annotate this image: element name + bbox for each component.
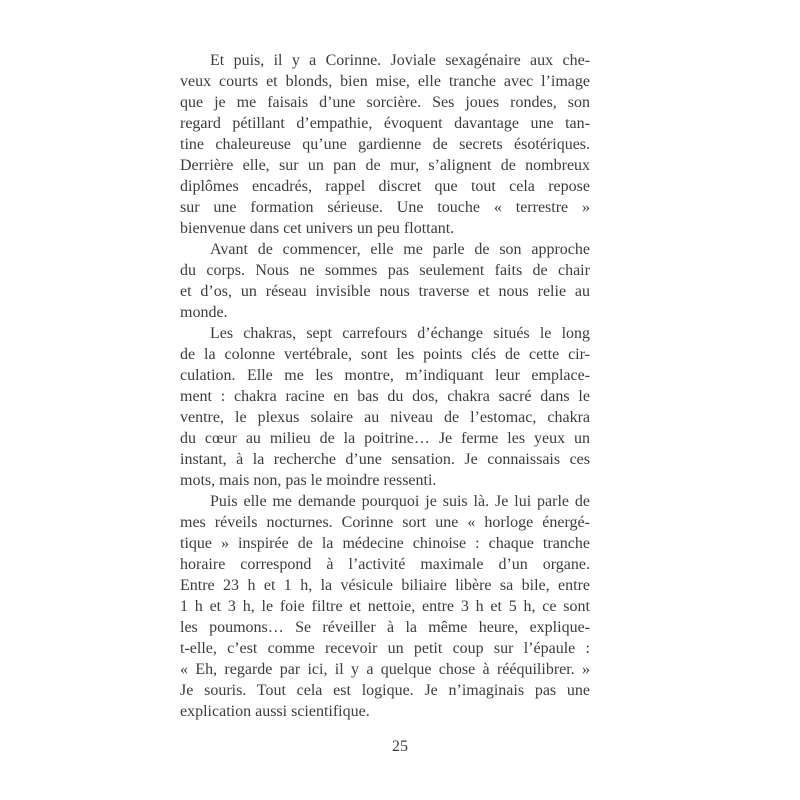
- text-line: 1 h et 3 h, le foie filtre et nettoie, entre 3 h et 5 h, ce sont: [180, 598, 590, 615]
- text-line: bienvenue dans cet univers un peu flottant.: [180, 220, 455, 237]
- body-text: [180, 50, 590, 722]
- text-line: ventre, le plexus solaire au niveau de l’estomac, chakra: [180, 409, 591, 426]
- text-line: Avant de commencer, elle me parle de son approche: [210, 241, 590, 258]
- text-line: Entre 23 h et 1 h, la vésicule biliaire libère sa bile, entre: [180, 577, 590, 594]
- text-line: tique » inspirée de la médecine chinoise : chaque tranche: [180, 535, 591, 552]
- text-line: tine chaleureuse qu’une gardienne de secrets ésotériques.: [180, 136, 591, 153]
- text-line: explication aussi scientifique.: [180, 703, 370, 720]
- text-line: Puis elle me demande pourquoi je suis là. Je lui parle de: [210, 493, 591, 510]
- text-line: regard pétillant d’empathie, évoquent davantage une tan-: [180, 115, 590, 132]
- text-line: ment : chakra racine en bas du dos, chakra sacré dans le: [180, 388, 590, 405]
- text-line: de la colonne vertébrale, sont les points clés de cette cir-: [180, 346, 590, 363]
- text-line: Les chakras, sept carrefours d’échange situés le long: [210, 325, 591, 342]
- text-line: culation. Elle me les montre, m’indiquant leur emplace-: [180, 367, 591, 384]
- text-line: t-elle, c’est comme recevoir un petit coup sur l’épaule :: [180, 640, 590, 657]
- text-line: et d’os, un réseau invisible nous traverse et nous relie au: [180, 283, 591, 300]
- paragraph: [180, 491, 590, 722]
- paragraph: [180, 323, 590, 491]
- text-line: instant, à la recherche d’une sensation. Je connaissais ces: [180, 451, 591, 468]
- text-line: sur une formation sérieuse. Une touche « terrestre »: [180, 199, 591, 216]
- text-line: les poumons… Se réveiller à la même heure, explique-: [180, 619, 590, 636]
- text-line: diplômes encadrés, rappel discret que tout cela repose: [180, 178, 590, 195]
- text-line: monde.: [180, 304, 228, 321]
- text-line: horaire correspond à l’activité maximale d’un organe.: [180, 556, 591, 573]
- text-line: Je souris. Tout cela est logique. Je n’imaginais pas une: [180, 682, 591, 699]
- paragraph: [180, 239, 590, 323]
- text-line: mes réveils nocturnes. Corinne sort une « horloge énergé-: [180, 514, 590, 531]
- page-number: 25: [392, 738, 408, 755]
- text-line: Et puis, il y a Corinne. Joviale sexagénaire aux che-: [210, 52, 591, 69]
- text-line: mots, mais non, pas le moindre ressenti.: [180, 472, 437, 489]
- text-line: du cœur au milieu de la poitrine… Je ferme les yeux un: [180, 430, 591, 447]
- text-line: « Eh, regarde par ici, il y a quelque chose à rééquilibrer. »: [180, 661, 591, 678]
- text-line: que je me faisais d’une sorcière. Ses joues rondes, son: [180, 94, 591, 111]
- text-line: Derrière elle, sur un pan de mur, s’alignent de nombreux: [180, 157, 591, 174]
- text-line: veux courts et blonds, bien mise, elle tranche avec l’image: [180, 73, 590, 90]
- paragraph: [180, 50, 590, 239]
- text-line: du corps. Nous ne sommes pas seulement faits de chair: [180, 262, 590, 279]
